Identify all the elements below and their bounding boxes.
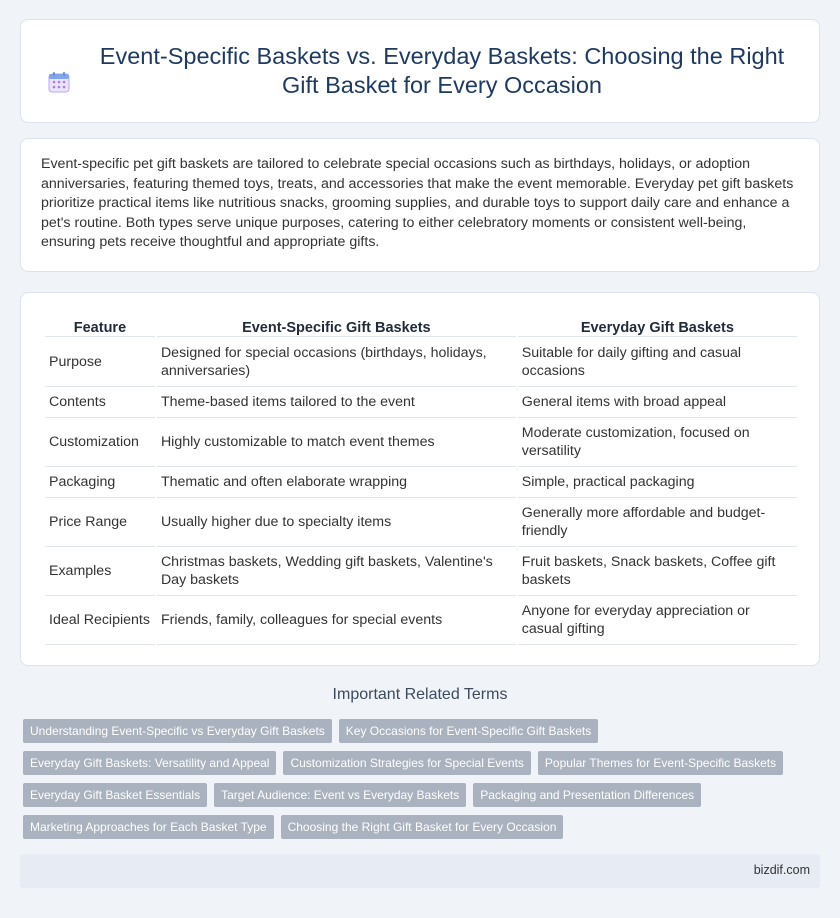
tag-row bbox=[23, 719, 823, 743]
row-event-value: Friends, family, colleagues for special events bbox=[157, 596, 516, 645]
table-row bbox=[45, 387, 797, 418]
table-row bbox=[45, 337, 797, 387]
row-everyday-value: Anyone for everyday appreciation or casual gifting bbox=[518, 596, 797, 645]
header-feature: Feature bbox=[45, 315, 155, 337]
table-row bbox=[45, 547, 797, 596]
row-feature: Purpose bbox=[45, 337, 155, 387]
page-title: Event-Specific Baskets vs. Everyday Baskets: Choosing the Right Gift Basket for Every Occasion bbox=[99, 43, 785, 98]
row-everyday-value: Moderate customization, focused on versatility bbox=[518, 418, 797, 467]
related-term-tag[interactable]: Everyday Gift Basket Essentials bbox=[23, 783, 207, 807]
row-everyday-value: Generally more affordable and budget-friendly bbox=[518, 498, 797, 547]
row-event-value: Theme-based items tailored to the event bbox=[157, 387, 516, 418]
comparison-table bbox=[43, 315, 799, 645]
header-event-specific: Event-Specific Gift Baskets bbox=[157, 315, 516, 337]
row-event-value: Thematic and often elaborate wrapping bbox=[157, 467, 516, 498]
related-term-tag[interactable]: Customization Strategies for Special Events bbox=[283, 751, 530, 775]
title-wrap bbox=[40, 42, 800, 100]
row-everyday-value: Fruit baskets, Snack baskets, Coffee gift baskets bbox=[518, 547, 797, 596]
row-everyday-value: Suitable for daily gifting and casual occasions bbox=[518, 337, 797, 387]
related-term-tag[interactable]: Understanding Event-Specific vs Everyday Gift Baskets bbox=[23, 719, 332, 743]
header-everyday: Everyday Gift Baskets bbox=[518, 315, 797, 337]
related-term-tag[interactable]: Everyday Gift Baskets: Versatility and Appeal bbox=[23, 751, 276, 775]
row-feature: Packaging bbox=[45, 467, 155, 498]
row-everyday-value: Simple, practical packaging bbox=[518, 467, 797, 498]
related-term-tag[interactable]: Marketing Approaches for Each Basket Type bbox=[23, 815, 274, 839]
tag-row bbox=[23, 783, 823, 807]
related-term-tag[interactable]: Packaging and Presentation Differences bbox=[473, 783, 701, 807]
related-terms-list bbox=[23, 719, 823, 847]
related-term-tag[interactable]: Popular Themes for Event-Specific Baskets bbox=[538, 751, 783, 775]
footer bbox=[20, 854, 820, 888]
row-event-value: Designed for special occasions (birthdays, holidays, anniversaries) bbox=[157, 337, 516, 387]
row-event-value: Usually higher due to specialty items bbox=[157, 498, 516, 547]
row-everyday-value: General items with broad appeal bbox=[518, 387, 797, 418]
table-row bbox=[45, 418, 797, 467]
calendar-icon bbox=[48, 71, 70, 93]
row-feature: Contents bbox=[45, 387, 155, 418]
tag-row bbox=[23, 751, 823, 775]
intro-paragraph: Event-specific pet gift baskets are tailored to celebrate special occasions such as birthdays, holidays, or adoption anniversaries, featuring themed toys, treats, and accessories that make the event memorable. Everyday pet gift baskets prioritize practical items like nutritious snacks, grooming supplies, and durable toys to support daily care and enhance a pet's routine. Both types serve unique purposes, catering to either celebratory moments or consistent well-being, ensuring pets receive thoughtful and appropriate gifts. bbox=[41, 156, 794, 251]
footer-site-link[interactable]: bizdif.com bbox=[753, 863, 810, 877]
table-row bbox=[45, 596, 797, 645]
intro-card bbox=[20, 138, 820, 272]
related-term-tag[interactable]: Key Occasions for Event-Specific Gift Baskets bbox=[339, 719, 598, 743]
table-row bbox=[45, 467, 797, 498]
table-header-row bbox=[45, 315, 797, 337]
related-terms-title: Important Related Terms bbox=[332, 686, 508, 703]
related-term-tag[interactable]: Target Audience: Event vs Everyday Baskets bbox=[214, 783, 466, 807]
row-event-value: Highly customizable to match event themes bbox=[157, 418, 516, 467]
table-row bbox=[45, 498, 797, 547]
row-event-value: Christmas baskets, Wedding gift baskets, Valentine's Day baskets bbox=[157, 547, 516, 596]
title-card bbox=[20, 19, 820, 123]
row-feature: Customization bbox=[45, 418, 155, 467]
row-feature: Examples bbox=[45, 547, 155, 596]
row-feature: Price Range bbox=[45, 498, 155, 547]
comparison-card bbox=[20, 292, 820, 666]
tag-row bbox=[23, 815, 823, 839]
row-feature: Ideal Recipients bbox=[45, 596, 155, 645]
related-term-tag[interactable]: Choosing the Right Gift Basket for Every Occasion bbox=[281, 815, 564, 839]
